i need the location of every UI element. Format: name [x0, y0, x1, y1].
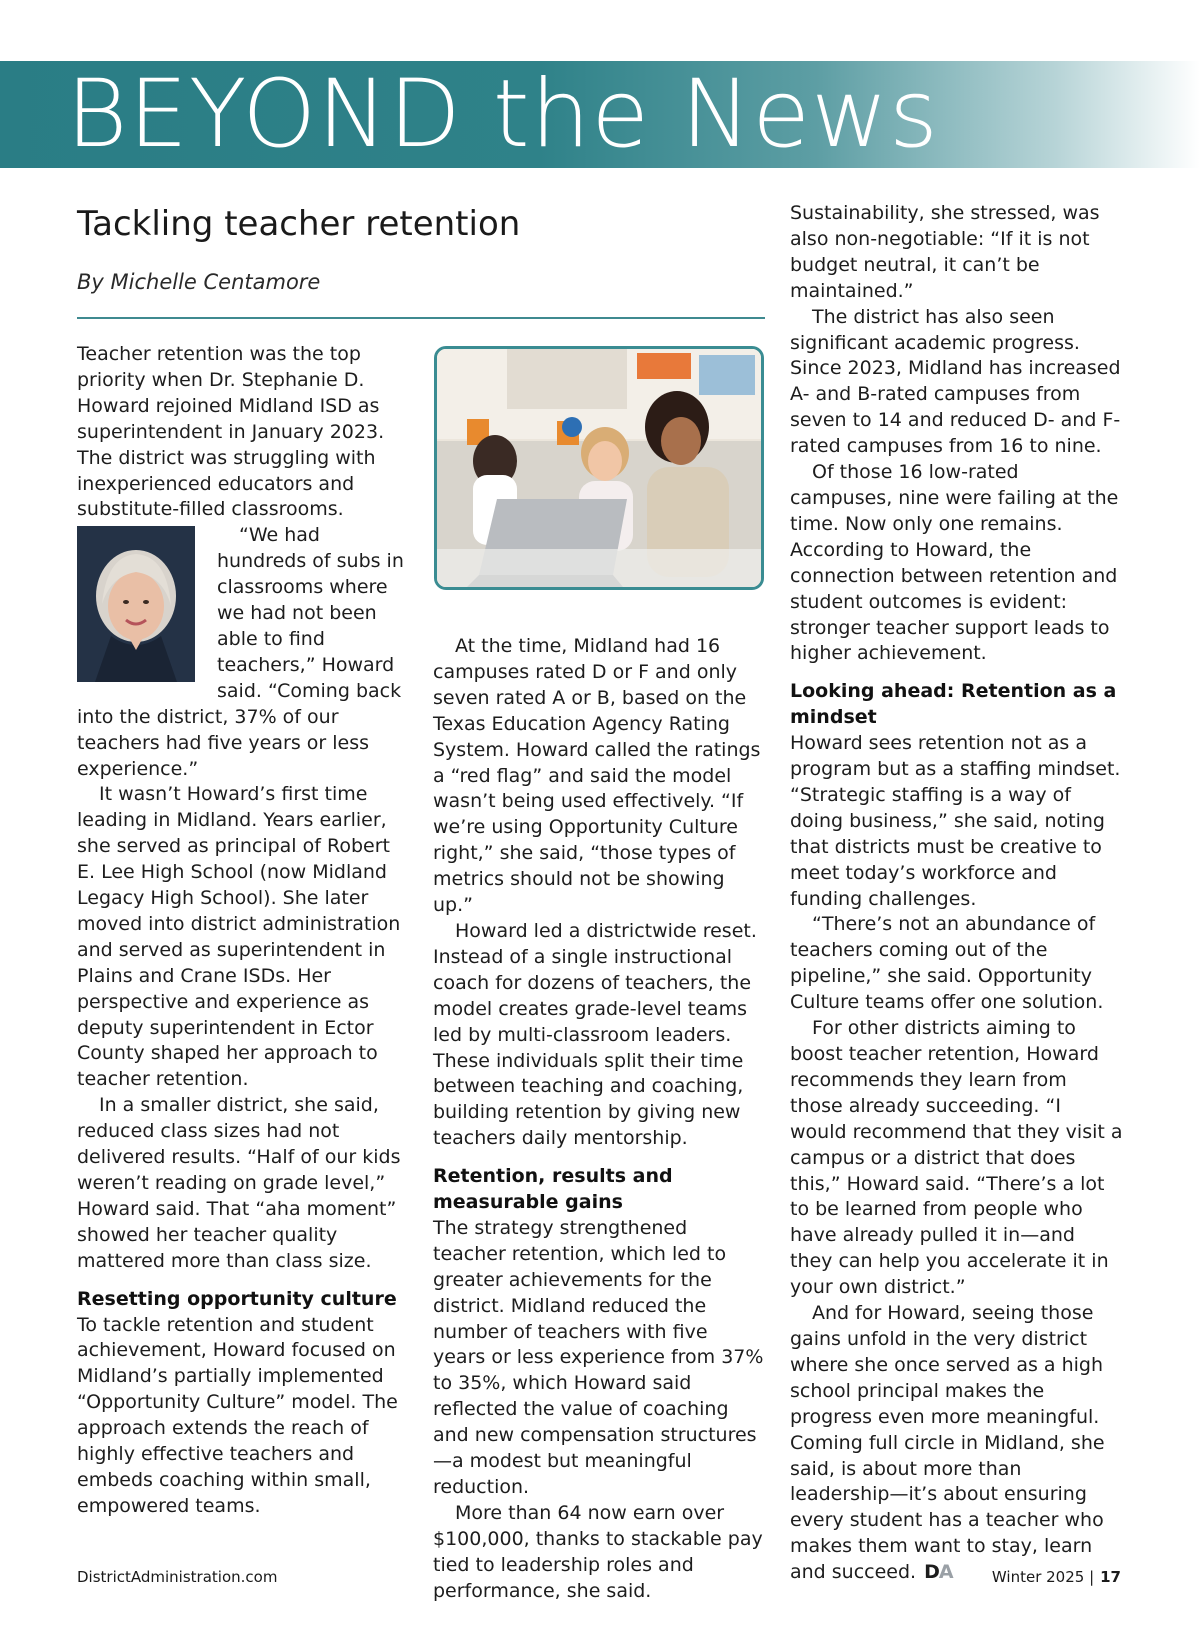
- end-mark-a: A: [938, 1561, 953, 1584]
- paragraph: The district has also seen significant academic progress. Since 2023, Midland has increased A- and B-rated campuses from seven to 14 and reduced D- and F-rated campuses from 16 to nine.: [790, 305, 1121, 458]
- paragraph-final: [790, 1301, 1123, 1586]
- classroom-illustration: [437, 349, 761, 587]
- article-column-1: [77, 342, 404, 1520]
- article-column-2: [433, 634, 764, 1605]
- subheading: Resetting opportunity culture: [77, 1287, 397, 1310]
- paragraph: At the time, Midland had 16 campuses rated D or F and only seven rated A or B, based on the Texas Education Agency Rating System. Howard called the ratings a “red flag” and said the model wasn’t being used effectively. “If we’re using Opportunity Culture right,” she said, “those types of metrics should not be showing up.”: [433, 635, 761, 917]
- footer-site: DistrictAdministration.com: [77, 1568, 278, 1586]
- paragraph: For other districts aiming to boost teacher retention, Howard recommends they learn from those already succeeding. “I would recommend that they visit a campus or a district that does this,” Howard said. “There’s a lot to be learned from people who have already pulled it in—and they can help you accelerate it in your own district.”: [790, 1017, 1123, 1299]
- paragraph: It wasn’t Howard’s first time leading in Midland. Years earlier, she served as principal of Robert E. Lee High School (now Midland Legacy High School). She later moved into district administration and served as superintendent in Plains and Crane ISDs. Her perspective and experience as deputy superintendent in Ector County shaped her approach to teacher retention.: [77, 783, 401, 1091]
- paragraph: Howard sees retention not as a program but as a staffing mindset. “Strategic staffing is a way of doing business,” she said, noting that districts must be creative to meet today’s workforce and funding challenges.: [790, 732, 1121, 910]
- paragraph-text: And for Howard, seeing those gains unfold in the very district where she once served as a high school principal makes the progress even more meaningful. Coming full circle in Midland, she said, is about more than leadership—it’s about ensuring every student has a teacher who makes them want to stay, learn and succeed.: [790, 1302, 1105, 1584]
- page-number: 17: [1100, 1568, 1121, 1586]
- subheading: Retention, results and measurable gains: [433, 1165, 673, 1214]
- paragraph: Sustainability, she stressed, was also non-negotiable: “If it is not budget neutral, it can’t be maintained.”: [790, 202, 1100, 302]
- portrait-illustration: [77, 526, 195, 682]
- paragraph: Of those 16 low-rated campuses, nine were failing at the time. Now only one remains. According to Howard, the connection between retention and student outcomes is evident: stronger teacher support leads to higher achievement.: [790, 461, 1119, 665]
- paragraph: “We had hundreds of subs in classrooms where we had not been able to find teachers,” Howard said. “Coming back into the district, 37% of our teachers had five years or less experience.”: [77, 524, 404, 780]
- section-banner-title: BEYOND the News: [66, 60, 939, 169]
- paragraph: “There’s not an abundance of teachers coming out of the pipeline,” she said. Opportunity Culture teams offer one solution.: [790, 913, 1104, 1014]
- footer-issue: [992, 1568, 1121, 1586]
- end-mark-d: D: [924, 1561, 939, 1584]
- paragraph: The strategy strengthened teacher retention, which led to greater achievements for the district. Midland reduced the number of teachers with five years or less experience from 37% to 35%, which Howard said reflected the value of coaching and new compensation structures—a modest but meaningful reduction.: [433, 1216, 764, 1498]
- subheading: Looking ahead: Retention as a mindset: [790, 680, 1117, 729]
- paragraph: Teacher retention was the top priority when Dr. Stephanie D. Howard rejoined Midland ISD as superintendent in January 2023. The district was struggling with inexperienced educators and substitute-filled classrooms.: [77, 343, 385, 521]
- title-divider: [77, 317, 765, 319]
- end-mark-logo: [924, 1561, 953, 1583]
- portrait-photo: [77, 526, 195, 682]
- article-column-3: [790, 201, 1123, 1586]
- paragraph: To tackle retention and student achievement, Howard focused on Midland’s partially implemented “Opportunity Culture” model. The approach extends the reach of highly effective teachers and embeds coaching within small, empowered teams.: [77, 1313, 398, 1517]
- footer-issue-text: Winter 2025 |: [991, 1568, 1095, 1586]
- article-title: Tackling teacher retention: [77, 204, 521, 244]
- paragraph: Howard led a districtwide reset. Instead of a single instructional coach for dozens of teachers, the model creates grade-level teams led by multi-classroom leaders. These individuals split their time between teaching and coaching, building retention by giving new teachers daily mentorship.: [433, 919, 757, 1150]
- paragraph: In a smaller district, she said, reduced class sizes had not delivered results. “Half of our kids weren’t reading on grade level,” Howard said. That “aha moment” showed her teacher quality mattered more than class size.: [77, 1094, 401, 1272]
- article-byline: By Michelle Centamore: [77, 270, 321, 294]
- paragraph: More than 64 now earn over $100,000, thanks to stackable pay tied to leadership roles and performance, she said.: [433, 1501, 763, 1602]
- classroom-photo: [434, 346, 764, 590]
